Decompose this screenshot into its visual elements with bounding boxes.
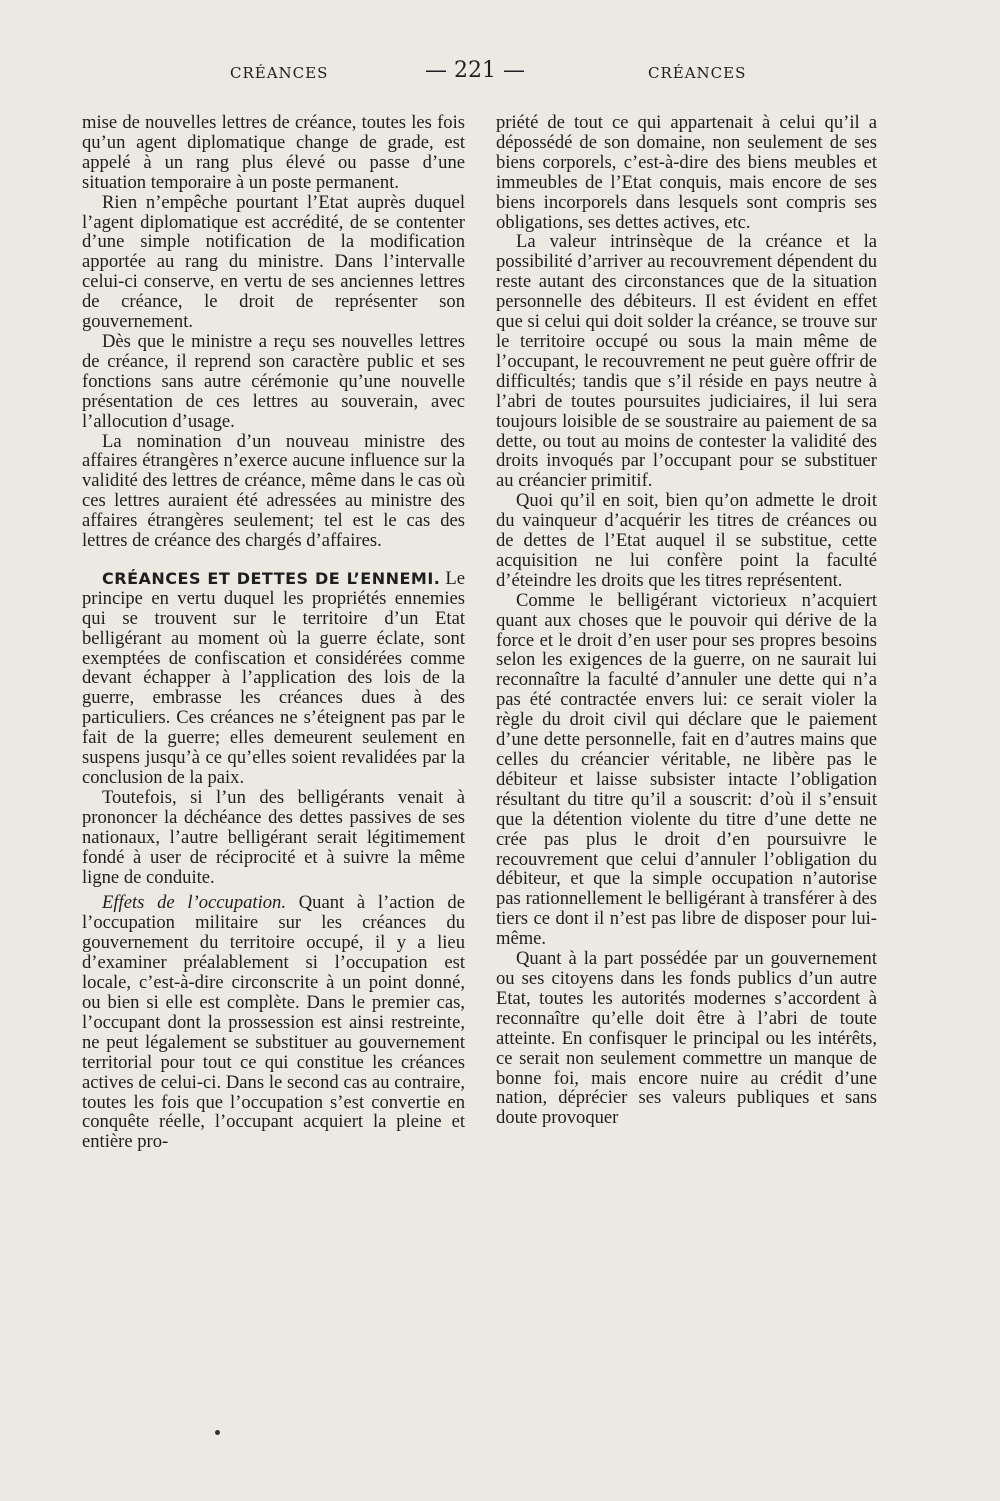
page-number: — 221 — [425, 58, 525, 83]
paragraph: Comme le belligérant victorieux n’acquiert quant aux choses que le pouvoir qui dérive de la force et le droit d’en user pour ses propres besoins selon les exigences de la guerre, on ne saurait lui reconnaître la faculté d’annuler une dette qui n’a pas été contractée envers lui: ce serait violer la règle du droit civil qui déclare que le paiement d’une dette personnelle, fait en d’autres mains que celles du créancier véritable, ne libère pas le débiteur et laisse subsister intacte l’obligation résultant du titre qu’il a souscrit: d’où il s’ensuit que la détention violente du titre d’une dette ne crée pas plus le droit d’en poursuivre le recouvrement que celui d’annuler l’obligation du débiteur, et que la simple occupation n’autorise pas rationnellement le belligérant à transférer à des tiers ce dont il n’est pas libre de disposer pour lui-même. [496, 589, 877, 950]
header-left-title: CRÉANCES [230, 64, 329, 82]
header-right-title: CRÉANCES [648, 64, 747, 82]
paragraph: Quant à la part possédée par un gouvernement ou ses citoyens dans les fonds publics d’un autre Etat, toutes les autorités modernes s’accordent à reconnaître qu’elle doit être à l’abri de toute atteinte. En confisquer le principal ou les intérêts, ce serait non seulement commettre un manque de bonne foi, mais encore nuire au crédit d’une nation, déprécier ses valeurs publiques et sans doute provoquer [496, 948, 877, 1129]
paragraph: Rien n’empêche pourtant l’Etat auprès duquel l’agent diplomatique est accrédité, de se contenter d’une simple notification de la modification apportée au rang du ministre. Dans l’intervalle celui-ci conserve, en vertu de ses anciennes lettres de créance, le droit de représenter son gouvernement. [82, 191, 465, 333]
section-heading: CRÉANCES ET DETTES DE L’ENNEMI. [102, 568, 441, 588]
right-column [496, 113, 877, 1128]
running-header [0, 58, 1000, 88]
subsection-heading: Effets de l’occupation. [102, 892, 286, 914]
paragraph-text: Quant à l’action de l’occupation militaire sur les créances du gouvernement du territoire occupé, il y a lieu d’examiner préalablement si l’occupation est locale, c’est-à-dire circonscrite à un point donné, ou bien si elle est complète. Dans le premier cas, l’occupant dont la prossession est ainsi restreinte, ne peut légalement se substituer au gouvernement territorial pour tout ce qui constitue les créances actives de celui-ci. Dans le second cas au contraire, toutes les fois que l’occupation s’est convertie en conquête réelle, l’occupant acquiert la pleine et entière pro- [82, 892, 465, 1153]
paragraph: Toutefois, si l’un des belligérants venait à prononcer la déchéance des dettes passives de ses nationaux, l’autre belligérant serait légitimement fondé à user de réciprocité et à suivre la même ligne de conduite. [82, 786, 465, 888]
paragraph: La nomination d’un nouveau ministre des affaires étrangères n’exerce aucune influence sur la validité des lettres de créance, même dans le cas où ces lettres auraient été adressées au ministre des affaires étrangères seulement; tel est le cas des lettres de créance des chargés d’affaires. [82, 430, 465, 552]
paragraph: La valeur intrinsèque de la créance et la possibilité d’arriver au recouvrement dépendent du reste autant des circonstances que de la situation personnelle des débiteurs. Il est évident en effet que si celui qui doit solder la créance, se trouve sur le territoire occupé ou sous la main même de l’occupant, le recouvrement ne peut guère offrir de difficultés; tandis que s’il réside en pays neutre à l’abri de toutes poursuites judiciaires, il lui sera toujours loisible de se soustraire au paiement de sa dette, ou tout au moins de contester la validité des droits invoqués par l’occupant pour se substituer au créancier primitif. [496, 231, 877, 492]
section-paragraph [82, 569, 465, 788]
paragraph: Dès que le ministre a reçu ses nouvelles lettres de créance, il reprend son caractère public et ses fonctions sans autre cérémonie qu’une nouvelle présentation de ces lettres au souverain, avec l’allocution d’usage. [82, 330, 465, 432]
left-column [82, 113, 465, 1152]
ink-speck [215, 1430, 220, 1435]
subsection-paragraph [82, 893, 465, 1152]
paragraph: priété de tout ce qui appartenait à celui qu’il a dépossédé de son domaine, non seulement de ses biens corporels, c’est-à-dire des biens meubles et immeubles de l’Etat conquis, mais encore de ses biens incorporels dans lesquels sont compris ses obligations, ses dettes actives, etc. [496, 112, 877, 233]
paragraph: Quoi qu’il en soit, bien qu’on admette le droit du vainqueur d’acquérir les titres de créances ou de dettes de l’Etat auquel il se substitue, cette acquisition ne lui confère point la faculté d’éteindre les droits que les titres représentent. [496, 490, 877, 591]
paragraph: mise de nouvelles lettres de créance, toutes les fois qu’un agent diplomatique change de grade, est appelé à un rang plus élevé ou passe d’une situation temporaire à un poste permanent. [82, 112, 465, 193]
paragraph-text: Le principe en vertu duquel les propriétés ennemies qui se trouvent sur le territoire d’un Etat belligérant au moment où la guerre éclate, sont exemptées de confiscation et considérées comme devant échapper à l’application des lois de la guerre, embrasse les créances dues à des particuliers. Ces créances ne s’éteignent pas par le fait de la guerre; elles demeurent seulement en suspens jusqu’à ce qu’elles soient revalidées par la conclusion de la paix. [82, 567, 465, 788]
